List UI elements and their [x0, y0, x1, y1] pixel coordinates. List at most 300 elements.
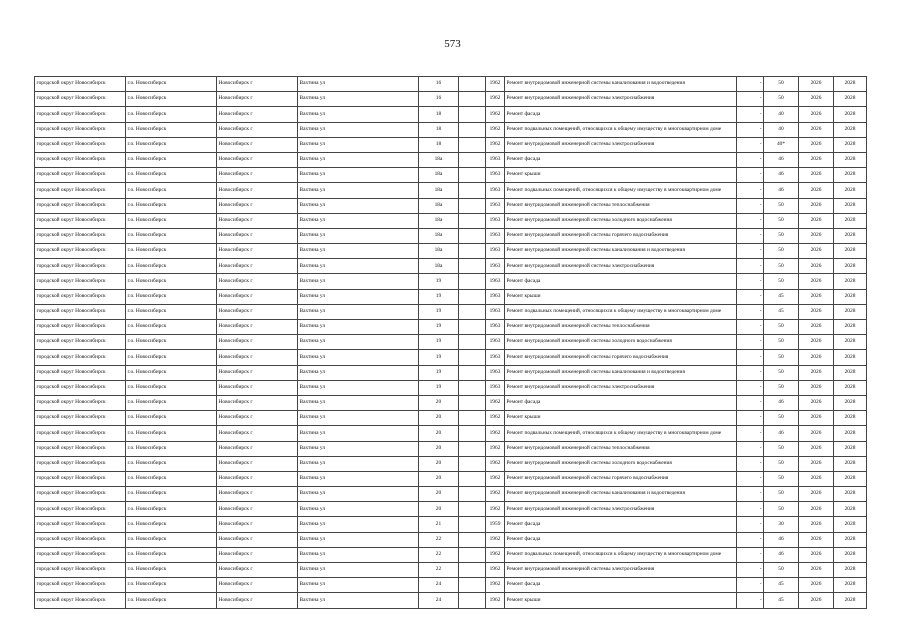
dash-cell: -	[737, 456, 764, 471]
building-cell	[459, 365, 486, 380]
wear-percent-cell: 50	[764, 350, 799, 365]
end-year-cell: 2028	[834, 213, 867, 228]
street-cell: Вахтина ул	[298, 107, 419, 122]
dash-cell: -	[737, 274, 764, 289]
table-row	[35, 380, 867, 395]
municipality-cell: городской округ Новосибирск	[35, 183, 126, 198]
end-year-cell: 2028	[834, 228, 867, 243]
dash-cell: -	[737, 77, 764, 92]
house-number-cell: 20	[419, 441, 459, 456]
work-type-cell: Ремонт внутридомовой инженерной системы электроснабжения	[505, 259, 737, 274]
house-number-cell: 19	[419, 304, 459, 319]
work-type-cell: Ремонт внутридомовой инженерной системы канализования и водоотведения	[505, 77, 737, 92]
start-year-cell: 2026	[799, 532, 834, 547]
start-year-cell: 2026	[799, 578, 834, 593]
end-year-cell: 2028	[834, 320, 867, 335]
building-cell	[459, 502, 486, 517]
end-year-cell: 2028	[834, 92, 867, 107]
wear-percent-cell: 40	[764, 107, 799, 122]
dash-cell: -	[737, 122, 764, 137]
street-cell: Вахтина ул	[298, 380, 419, 395]
wear-percent-cell: 45	[764, 289, 799, 304]
dash-cell: -	[737, 152, 764, 167]
building-cell	[459, 152, 486, 167]
building-cell	[459, 168, 486, 183]
end-year-cell: 2028	[834, 456, 867, 471]
house-number-cell: 24	[419, 593, 459, 608]
municipality-cell: городской округ Новосибирск	[35, 244, 126, 259]
building-cell	[459, 487, 486, 502]
building-cell	[459, 228, 486, 243]
table-row	[35, 563, 867, 578]
district-cell: г.о. Новосибирск	[126, 380, 217, 395]
wear-percent-cell: 50	[764, 259, 799, 274]
wear-percent-cell: 50	[764, 92, 799, 107]
city-cell: Новосибирск г	[217, 350, 298, 365]
work-type-cell: Ремонт внутридомовой инженерной системы электроснабжения	[505, 563, 737, 578]
municipality-cell: городской округ Новосибирск	[35, 502, 126, 517]
work-type-cell: Ремонт подвальных помещений, относящихся к общему имуществу в многоквартирном доме	[505, 183, 737, 198]
start-year-cell: 2026	[799, 320, 834, 335]
wear-percent-cell: 50	[764, 502, 799, 517]
municipality-cell: городской округ Новосибирск	[35, 92, 126, 107]
wear-percent-cell: 45	[764, 304, 799, 319]
table-row	[35, 411, 867, 426]
municipality-cell: городской округ Новосибирск	[35, 289, 126, 304]
year-cell: 1962	[486, 411, 505, 426]
municipality-cell: городской округ Новосибирск	[35, 213, 126, 228]
wear-percent-cell: 50	[764, 228, 799, 243]
municipality-cell: городской округ Новосибирск	[35, 487, 126, 502]
district-cell: г.о. Новосибирск	[126, 532, 217, 547]
district-cell: г.о. Новосибирск	[126, 122, 217, 137]
building-cell	[459, 183, 486, 198]
wear-percent-cell: 50	[764, 563, 799, 578]
start-year-cell: 2026	[799, 365, 834, 380]
street-cell: Вахтина ул	[298, 532, 419, 547]
district-cell: г.о. Новосибирск	[126, 365, 217, 380]
building-cell	[459, 350, 486, 365]
table-row	[35, 426, 867, 441]
district-cell: г.о. Новосибирск	[126, 441, 217, 456]
street-cell: Вахтина ул	[298, 244, 419, 259]
house-number-cell: 20	[419, 502, 459, 517]
start-year-cell: 2026	[799, 228, 834, 243]
street-cell: Вахтина ул	[298, 563, 419, 578]
work-type-cell: Ремонт фасада	[505, 578, 737, 593]
street-cell: Вахтина ул	[298, 183, 419, 198]
start-year-cell: 2026	[799, 350, 834, 365]
building-cell	[459, 304, 486, 319]
end-year-cell: 2028	[834, 335, 867, 350]
year-cell: 1959	[486, 517, 505, 532]
wear-percent-cell: 50	[764, 441, 799, 456]
house-number-cell: 18а	[419, 183, 459, 198]
year-cell: 1963	[486, 152, 505, 167]
city-cell: Новосибирск г	[217, 304, 298, 319]
dash-cell: -	[737, 183, 764, 198]
year-cell: 1963	[486, 244, 505, 259]
wear-percent-cell: 40*	[764, 137, 799, 152]
dash-cell: -	[737, 395, 764, 410]
city-cell: Новосибирск г	[217, 137, 298, 152]
city-cell: Новосибирск г	[217, 411, 298, 426]
end-year-cell: 2028	[834, 502, 867, 517]
work-type-cell: Ремонт крыши	[505, 411, 737, 426]
building-cell	[459, 274, 486, 289]
municipality-cell: городской округ Новосибирск	[35, 593, 126, 608]
municipality-cell: городской округ Новосибирск	[35, 547, 126, 562]
start-year-cell: 2026	[799, 441, 834, 456]
municipality-cell: городской округ Новосибирск	[35, 426, 126, 441]
end-year-cell: 2028	[834, 259, 867, 274]
year-cell: 1962	[486, 395, 505, 410]
city-cell: Новосибирск г	[217, 152, 298, 167]
table-row	[35, 183, 867, 198]
wear-percent-cell: 50	[764, 213, 799, 228]
dash-cell: -	[737, 487, 764, 502]
table-row	[35, 274, 867, 289]
work-type-cell: Ремонт фасада	[505, 517, 737, 532]
year-cell: 1962	[486, 122, 505, 137]
street-cell: Вахтина ул	[298, 198, 419, 213]
work-type-cell: Ремонт внутридомовой инженерной системы теплоснабжения	[505, 320, 737, 335]
house-number-cell: 20	[419, 471, 459, 486]
district-cell: г.о. Новосибирск	[126, 593, 217, 608]
city-cell: Новосибирск г	[217, 441, 298, 456]
wear-percent-cell: 30	[764, 517, 799, 532]
building-cell	[459, 532, 486, 547]
building-cell	[459, 441, 486, 456]
house-number-cell: 19	[419, 380, 459, 395]
street-cell: Вахтина ул	[298, 259, 419, 274]
district-cell: г.о. Новосибирск	[126, 213, 217, 228]
start-year-cell: 2026	[799, 593, 834, 608]
year-cell: 1962	[486, 487, 505, 502]
city-cell: Новосибирск г	[217, 395, 298, 410]
house-number-cell: 20	[419, 487, 459, 502]
building-cell	[459, 426, 486, 441]
year-cell: 1963	[486, 228, 505, 243]
building-cell	[459, 335, 486, 350]
work-type-cell: Ремонт внутридомовой инженерной системы горячего водоснабжения	[505, 228, 737, 243]
year-cell: 1963	[486, 259, 505, 274]
city-cell: Новосибирск г	[217, 274, 298, 289]
table-row	[35, 578, 867, 593]
district-cell: г.о. Новосибирск	[126, 335, 217, 350]
street-cell: Вахтина ул	[298, 92, 419, 107]
municipality-cell: городской округ Новосибирск	[35, 320, 126, 335]
table-row	[35, 92, 867, 107]
street-cell: Вахтина ул	[298, 426, 419, 441]
city-cell: Новосибирск г	[217, 471, 298, 486]
dash-cell: -	[737, 426, 764, 441]
work-type-cell: Ремонт внутридомовой инженерной системы горячего водоснабжения	[505, 471, 737, 486]
city-cell: Новосибирск г	[217, 320, 298, 335]
work-type-cell: Ремонт фасада	[505, 532, 737, 547]
district-cell: г.о. Новосибирск	[126, 471, 217, 486]
end-year-cell: 2028	[834, 122, 867, 137]
building-cell	[459, 244, 486, 259]
end-year-cell: 2028	[834, 517, 867, 532]
table-row	[35, 365, 867, 380]
year-cell: 1962	[486, 77, 505, 92]
municipality-cell: городской округ Новосибирск	[35, 441, 126, 456]
start-year-cell: 2026	[799, 395, 834, 410]
end-year-cell: 2028	[834, 183, 867, 198]
work-type-cell: Ремонт фасада	[505, 107, 737, 122]
street-cell: Вахтина ул	[298, 274, 419, 289]
municipality-cell: городской округ Новосибирск	[35, 122, 126, 137]
start-year-cell: 2026	[799, 426, 834, 441]
wear-percent-cell: 50	[764, 198, 799, 213]
municipality-cell: городской округ Новосибирск	[35, 471, 126, 486]
city-cell: Новосибирск г	[217, 563, 298, 578]
dash-cell: -	[737, 320, 764, 335]
house-number-cell: 18а	[419, 198, 459, 213]
start-year-cell: 2026	[799, 487, 834, 502]
table-row	[35, 289, 867, 304]
year-cell: 1962	[486, 593, 505, 608]
district-cell: г.о. Новосибирск	[126, 395, 217, 410]
work-type-cell: Ремонт подвальных помещений, относящихся к общему имуществу в многоквартирном доме	[505, 304, 737, 319]
building-cell	[459, 578, 486, 593]
city-cell: Новосибирск г	[217, 92, 298, 107]
city-cell: Новосибирск г	[217, 168, 298, 183]
house-number-cell: 16	[419, 92, 459, 107]
street-cell: Вахтина ул	[298, 320, 419, 335]
year-cell: 1963	[486, 380, 505, 395]
municipality-cell: городской округ Новосибирск	[35, 168, 126, 183]
district-cell: г.о. Новосибирск	[126, 487, 217, 502]
building-cell	[459, 137, 486, 152]
work-type-cell: Ремонт внутридомовой инженерной системы теплоснабжения	[505, 441, 737, 456]
capital-repair-table	[34, 76, 867, 609]
work-type-cell: Ремонт подвальных помещений, относящихся к общему имуществу в многоквартирном доме	[505, 426, 737, 441]
table-row	[35, 198, 867, 213]
city-cell: Новосибирск г	[217, 107, 298, 122]
end-year-cell: 2028	[834, 426, 867, 441]
year-cell: 1962	[486, 137, 505, 152]
municipality-cell: городской округ Новосибирск	[35, 304, 126, 319]
building-cell	[459, 380, 486, 395]
dash-cell: -	[737, 259, 764, 274]
table-row	[35, 122, 867, 137]
city-cell: Новосибирск г	[217, 547, 298, 562]
table-row	[35, 395, 867, 410]
house-number-cell: 24	[419, 578, 459, 593]
wear-percent-cell: 46	[764, 547, 799, 562]
house-number-cell: 18	[419, 122, 459, 137]
street-cell: Вахтина ул	[298, 350, 419, 365]
wear-percent-cell: 45	[764, 593, 799, 608]
district-cell: г.о. Новосибирск	[126, 168, 217, 183]
municipality-cell: городской округ Новосибирск	[35, 350, 126, 365]
building-cell	[459, 411, 486, 426]
district-cell: г.о. Новосибирск	[126, 107, 217, 122]
wear-percent-cell: 50	[764, 335, 799, 350]
district-cell: г.о. Новосибирск	[126, 578, 217, 593]
dash-cell: -	[737, 411, 764, 426]
end-year-cell: 2028	[834, 77, 867, 92]
wear-percent-cell: 46	[764, 152, 799, 167]
municipality-cell: городской округ Новосибирск	[35, 137, 126, 152]
start-year-cell: 2026	[799, 122, 834, 137]
house-number-cell: 22	[419, 532, 459, 547]
dash-cell: -	[737, 244, 764, 259]
house-number-cell: 19	[419, 335, 459, 350]
work-type-cell: Ремонт фасада	[505, 274, 737, 289]
house-number-cell: 18а	[419, 213, 459, 228]
building-cell	[459, 259, 486, 274]
table-row	[35, 547, 867, 562]
work-type-cell: Ремонт внутридомовой инженерной системы электроснабжения	[505, 92, 737, 107]
municipality-cell: городской округ Новосибирск	[35, 532, 126, 547]
start-year-cell: 2026	[799, 107, 834, 122]
table-row	[35, 517, 867, 532]
table-row	[35, 107, 867, 122]
municipality-cell: городской округ Новосибирск	[35, 274, 126, 289]
municipality-cell: городской округ Новосибирск	[35, 228, 126, 243]
street-cell: Вахтина ул	[298, 304, 419, 319]
street-cell: Вахтина ул	[298, 547, 419, 562]
end-year-cell: 2028	[834, 274, 867, 289]
wear-percent-cell: 50	[764, 456, 799, 471]
dash-cell: -	[737, 593, 764, 608]
dash-cell: -	[737, 304, 764, 319]
year-cell: 1962	[486, 502, 505, 517]
start-year-cell: 2026	[799, 456, 834, 471]
work-type-cell: Ремонт внутридомовой инженерной системы холодного водоснабжения	[505, 335, 737, 350]
building-cell	[459, 563, 486, 578]
end-year-cell: 2028	[834, 289, 867, 304]
building-cell	[459, 471, 486, 486]
district-cell: г.о. Новосибирск	[126, 137, 217, 152]
year-cell: 1962	[486, 547, 505, 562]
end-year-cell: 2028	[834, 198, 867, 213]
table-row	[35, 335, 867, 350]
year-cell: 1962	[486, 471, 505, 486]
wear-percent-cell: 50	[764, 244, 799, 259]
city-cell: Новосибирск г	[217, 593, 298, 608]
house-number-cell: 18	[419, 137, 459, 152]
street-cell: Вахтина ул	[298, 289, 419, 304]
district-cell: г.о. Новосибирск	[126, 350, 217, 365]
building-cell	[459, 107, 486, 122]
building-cell	[459, 593, 486, 608]
start-year-cell: 2026	[799, 471, 834, 486]
house-number-cell: 22	[419, 563, 459, 578]
wear-percent-cell: 46	[764, 426, 799, 441]
table-row	[35, 471, 867, 486]
work-type-cell: Ремонт внутридомовой инженерной системы теплоснабжения	[505, 198, 737, 213]
table-row	[35, 137, 867, 152]
work-type-cell: Ремонт подвальных помещений, относящихся к общему имуществу в многоквартирном доме	[505, 547, 737, 562]
city-cell: Новосибирск г	[217, 487, 298, 502]
district-cell: г.о. Новосибирск	[126, 547, 217, 562]
table-row	[35, 244, 867, 259]
city-cell: Новосибирск г	[217, 335, 298, 350]
wear-percent-cell: 45	[764, 578, 799, 593]
district-cell: г.о. Новосибирск	[126, 228, 217, 243]
wear-percent-cell: 50	[764, 411, 799, 426]
work-type-cell: Ремонт внутридомовой инженерной системы канализования и водоотведения	[505, 365, 737, 380]
start-year-cell: 2026	[799, 152, 834, 167]
house-number-cell: 22	[419, 547, 459, 562]
table-row	[35, 487, 867, 502]
year-cell: 1962	[486, 532, 505, 547]
dash-cell: -	[737, 107, 764, 122]
work-type-cell: Ремонт крыши	[505, 289, 737, 304]
work-type-cell: Ремонт внутридомовой инженерной системы холодного водоснабжения	[505, 456, 737, 471]
end-year-cell: 2028	[834, 380, 867, 395]
end-year-cell: 2028	[834, 304, 867, 319]
work-type-cell: Ремонт внутридомовой инженерной системы электроснабжения	[505, 502, 737, 517]
wear-percent-cell: 46	[764, 168, 799, 183]
start-year-cell: 2026	[799, 168, 834, 183]
work-type-cell: Ремонт крыши	[505, 168, 737, 183]
start-year-cell: 2026	[799, 289, 834, 304]
city-cell: Новосибирск г	[217, 77, 298, 92]
dash-cell: -	[737, 532, 764, 547]
building-cell	[459, 122, 486, 137]
table-row	[35, 152, 867, 167]
wear-percent-cell: 50	[764, 320, 799, 335]
table-row	[35, 320, 867, 335]
start-year-cell: 2026	[799, 137, 834, 152]
dash-cell: -	[737, 517, 764, 532]
end-year-cell: 2028	[834, 395, 867, 410]
house-number-cell: 18	[419, 107, 459, 122]
dash-cell: -	[737, 578, 764, 593]
year-cell: 1962	[486, 426, 505, 441]
table-row	[35, 593, 867, 608]
table-row	[35, 502, 867, 517]
house-number-cell: 18а	[419, 228, 459, 243]
dash-cell: -	[737, 365, 764, 380]
page-number: 573	[444, 38, 461, 50]
district-cell: г.о. Новосибирск	[126, 77, 217, 92]
end-year-cell: 2028	[834, 593, 867, 608]
city-cell: Новосибирск г	[217, 198, 298, 213]
start-year-cell: 2026	[799, 274, 834, 289]
street-cell: Вахтина ул	[298, 593, 419, 608]
district-cell: г.о. Новосибирск	[126, 517, 217, 532]
district-cell: г.о. Новосибирск	[126, 183, 217, 198]
house-number-cell: 20	[419, 395, 459, 410]
house-number-cell: 18а	[419, 259, 459, 274]
municipality-cell: городской округ Новосибирск	[35, 578, 126, 593]
municipality-cell: городской округ Новосибирск	[35, 517, 126, 532]
house-number-cell: 20	[419, 411, 459, 426]
dash-cell: -	[737, 168, 764, 183]
wear-percent-cell: 46	[764, 183, 799, 198]
district-cell: г.о. Новосибирск	[126, 456, 217, 471]
city-cell: Новосибирск г	[217, 244, 298, 259]
table-body	[35, 77, 867, 609]
wear-percent-cell: 50	[764, 487, 799, 502]
city-cell: Новосибирск г	[217, 532, 298, 547]
district-cell: г.о. Новосибирск	[126, 502, 217, 517]
end-year-cell: 2028	[834, 168, 867, 183]
municipality-cell: городской округ Новосибирск	[35, 380, 126, 395]
municipality-cell: городской округ Новосибирск	[35, 77, 126, 92]
district-cell: г.о. Новосибирск	[126, 320, 217, 335]
city-cell: Новосибирск г	[217, 213, 298, 228]
building-cell	[459, 289, 486, 304]
year-cell: 1963	[486, 274, 505, 289]
building-cell	[459, 517, 486, 532]
